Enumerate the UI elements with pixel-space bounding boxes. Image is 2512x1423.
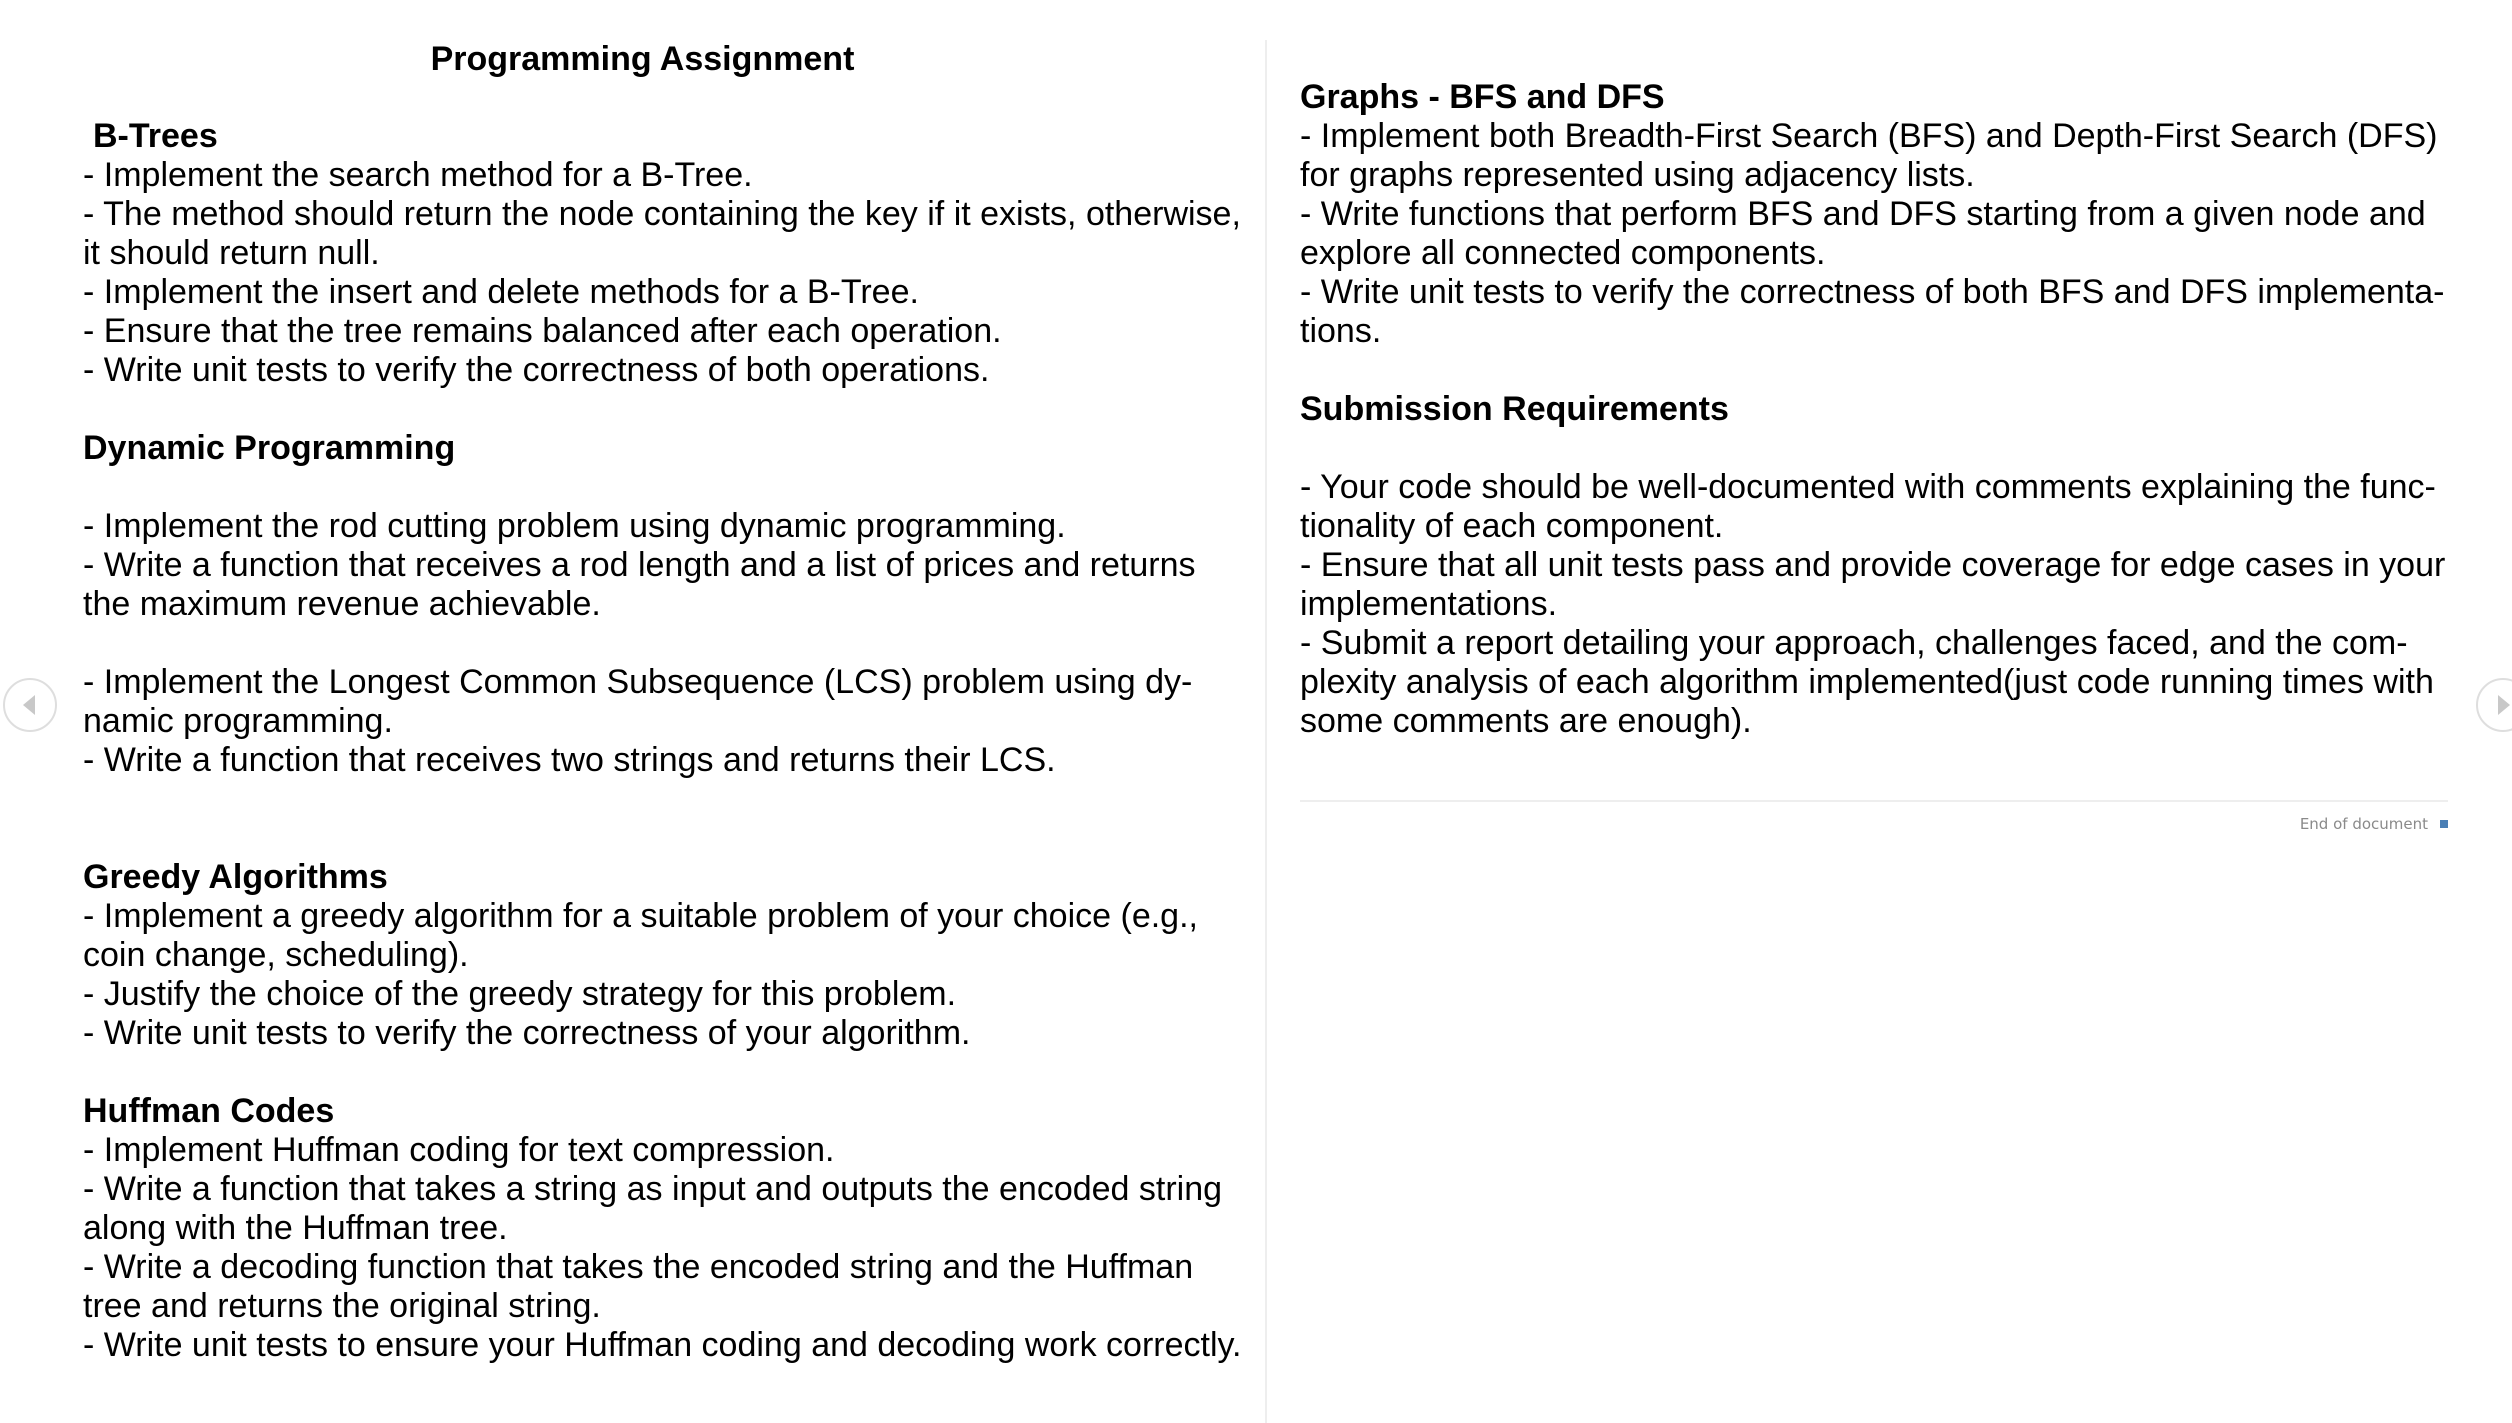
spacer [1300, 351, 2465, 390]
section-btrees [83, 117, 1248, 390]
section-title-submission-requirements: Submission Requirements [1300, 390, 1729, 428]
huffman-line: - Write a decoding function that takes the encoded string and the Huffman [83, 1248, 1194, 1286]
submission-line: - Your code should be well-documented with comments explaining the func- [1300, 468, 2436, 506]
section-submission-requirements [1300, 390, 2465, 741]
huffman-line: - Implement Huffman coding for text compression. [83, 1131, 835, 1169]
end-of-document-rule [1300, 800, 2448, 802]
graphs-line: explore all connected components. [1300, 234, 1826, 272]
document-page-left [83, 0, 1248, 1423]
graphs-line: - Implement both Breadth-First Search (BFS) and Depth-First Search (DFS) [1300, 117, 2438, 155]
greedy-line: coin change, scheduling). [83, 936, 469, 974]
btrees-line: - Write unit tests to verify the correctness of both operations. [83, 351, 990, 389]
section-title-dynamic-programming: Dynamic Programming [83, 429, 456, 467]
btrees-line: - Ensure that the tree remains balanced after each operation. [83, 312, 1002, 350]
section-dynamic-programming [83, 429, 1248, 780]
btrees-line: - Implement the insert and delete methods for a B-Tree. [83, 273, 919, 311]
left-page-content [83, 117, 1248, 1365]
previous-page-button[interactable] [3, 678, 57, 732]
greedy-line: - Write unit tests to verify the correctness of your algorithm. [83, 1014, 971, 1052]
btrees-line: - Implement the search method for a B-Tree. [83, 156, 753, 194]
right-page-content [1300, 78, 2465, 741]
section-greedy-algorithms [83, 858, 1248, 1053]
spacer [83, 1053, 1248, 1092]
spacer [83, 624, 1248, 663]
section-title-graphs: Graphs - BFS and DFS [1300, 78, 1665, 116]
submission-line: tionality of each component. [1300, 507, 1724, 545]
huffman-line: along with the Huffman tree. [83, 1209, 508, 1247]
graphs-line: tions. [1300, 312, 1382, 350]
btrees-line: - The method should return the node containing the key if it exists, otherwise, [83, 195, 1241, 233]
section-title-huffman-codes: Huffman Codes [83, 1092, 335, 1130]
chevron-right-icon [2478, 680, 2512, 730]
greedy-line: - Justify the choice of the greedy strategy for this problem. [83, 975, 957, 1013]
dp-line: - Write a function that receives a rod length and a list of prices and returns [83, 546, 1196, 584]
end-of-document-marker [2300, 815, 2448, 833]
dp-line: - Write a function that receives two strings and returns their LCS. [83, 741, 1056, 779]
btrees-line: it should return null. [83, 234, 380, 272]
chevron-left-icon [5, 680, 55, 730]
dp-line: the maximum revenue achievable. [83, 585, 601, 623]
spacer [83, 468, 1248, 507]
document-page-right [1300, 0, 2465, 1423]
huffman-line: tree and returns the original string. [83, 1287, 601, 1325]
submission-line: - Submit a report detailing your approach, challenges faced, and the com- [1300, 624, 2408, 662]
end-square-icon [2440, 820, 2448, 828]
submission-line: - Ensure that all unit tests pass and provide coverage for edge cases in your [1300, 546, 2446, 584]
graphs-line: - Write unit tests to verify the correctness of both BFS and DFS implementa- [1300, 273, 2445, 311]
huffman-line: - Write unit tests to ensure your Huffman coding and decoding work correctly. [83, 1326, 1242, 1364]
section-title-greedy-algorithms: Greedy Algorithms [83, 858, 388, 896]
document-title: Programming Assignment [430, 40, 855, 78]
section-huffman-codes [83, 1092, 1248, 1365]
submission-line: plexity analysis of each algorithm implemented(just code running times with [1300, 663, 2434, 701]
page-divider [1265, 40, 1267, 1423]
section-title-btrees: B-Trees [93, 117, 218, 155]
spacer [83, 390, 1248, 429]
greedy-line: - Implement a greedy algorithm for a suitable problem of your choice (e.g., [83, 897, 1198, 935]
next-page-button[interactable] [2476, 678, 2512, 732]
section-graphs [1300, 78, 2465, 351]
spacer [1300, 429, 2465, 468]
submission-line: implementations. [1300, 585, 1558, 623]
graphs-line: for graphs represented using adjacency lists. [1300, 156, 1975, 194]
graphs-line: - Write functions that perform BFS and DFS starting from a given node and [1300, 195, 2426, 233]
spacer [83, 780, 1248, 858]
dp-line: - Implement the Longest Common Subsequence (LCS) problem using dy- [83, 663, 1193, 701]
end-of-document-label: End of document [2299, 815, 2428, 833]
dp-line: namic programming. [83, 702, 393, 740]
submission-line: some comments are enough). [1300, 702, 1752, 740]
dp-line: - Implement the rod cutting problem using dynamic programming. [83, 507, 1066, 545]
huffman-line: - Write a function that takes a string as input and outputs the encoded string [83, 1170, 1223, 1208]
